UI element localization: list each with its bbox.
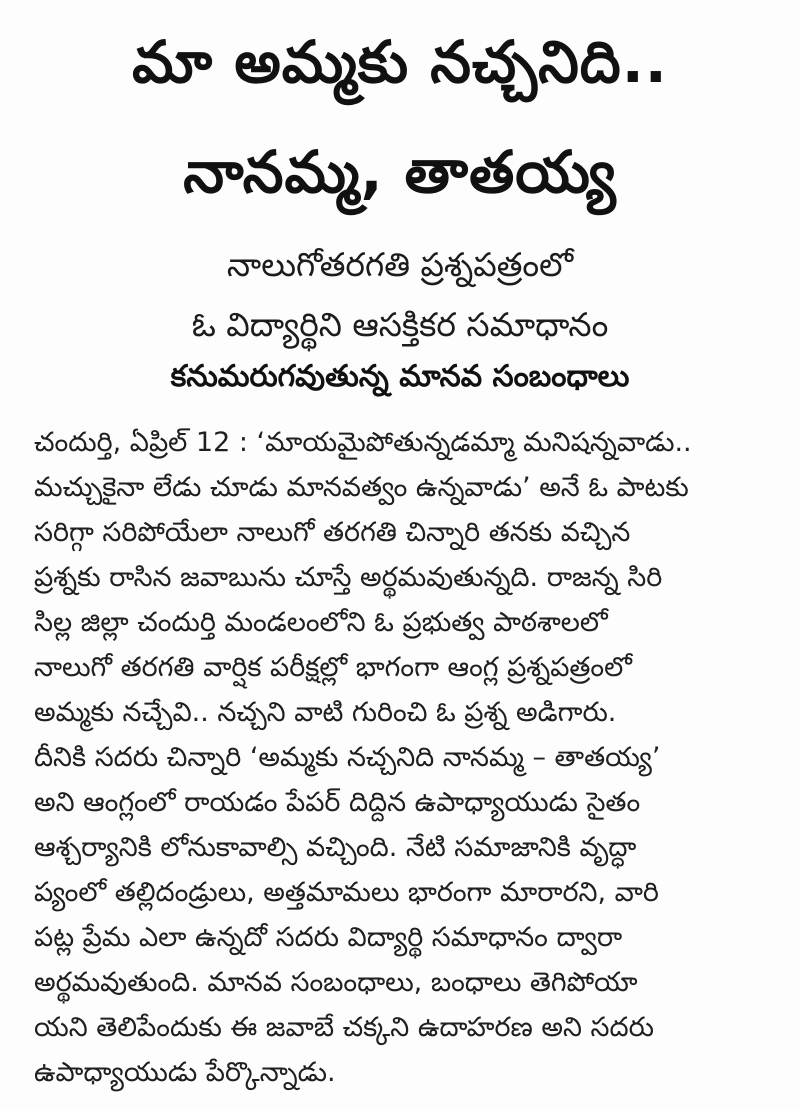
subheadline-line-1: నాలుగోతరగతి ప్రశ్నపత్రంలో [226,245,574,284]
body-line: అని ఆంగ్లంలో రాయడం పేపర్ దిద్దిన ఉపాధ్యాయుడు సైతం [34,787,641,818]
body-line: మచ్చుకైనా లేడు చూడు మానవత్వం ఉన్నవాడు’ అనే ఓ పాటకు [34,472,689,503]
body-line: పట్ల ప్రేమ ఎలా ఉన్నదో సదరు విద్యార్థి సమాధానం ద్వారా [34,922,623,953]
body-line: చందుర్తి, ఏప్రిల్ 12 : ‘మాయమైపోతున్నడమ్మా మనిషన్నవాడు.. [34,427,692,458]
subheadline-line-2: ఓ విద్యార్థిని ఆసక్తికర సమాధానం [191,305,609,344]
body-line: సిల్ల జిల్లా చందుర్తి మండలంలోని ఓ ప్రభుత్వ పాఠశాలలో [34,607,608,638]
body-line: ప్రశ్నకు రాసిన జవాబును చూస్తే అర్థమవుతున్నది. రాజన్న సిరి [34,562,663,593]
body-line: ప్యంలో తల్లిదండ్రులు, అత్తమామలు భారంగా మారారని, వారి [34,877,659,908]
body-line: దీనికి సదరు చిన్నారి ‘అమ్మకు నచ్చనిది నానమ్మ – తాతయ్య’ [34,742,661,773]
body-line: అర్థమవుతుంది. మానవ సంబంధాలు, బంధాలు తెగిపోయా [34,967,638,998]
headline-line-1: మా అమ్మకు నచ్చనిది.. [132,28,668,96]
body-line: ఉపాధ్యాయుడు పేర్కొన్నాడు. [34,1057,336,1088]
headline-line-2: నానమ్మ, తాతయ్య [183,138,617,206]
body-line: సరిగ్గా సరిపోయేలా నాలుగో తరగతి చిన్నారి తనకు వచ్చిన [34,517,631,548]
body-line: అమ్మకు నచ్చేవి.. నచ్చని వాటి గురించి ఓ ప్రశ్న అడిగారు. [34,697,617,728]
body-line: ఆశ్చర్యానికి లోనుకావాల్సి వచ్చింది. నేటి సమాజానికి వృద్ధా [34,832,637,863]
article-body [34,420,764,1095]
body-line: యని తెలిపేందుకు ఈ జవాబే చక్కని ఉదాహరణ అని సదరు [34,1012,654,1043]
body-line: నాలుగో తరగతి వార్షిక పరీక్షల్లో భాగంగా ఆంగ్ల ప్రశ్నపత్రంలో [34,652,632,683]
tagline: కనుమరుగవుతున్న మానవ సంబంధాలు [170,359,630,394]
